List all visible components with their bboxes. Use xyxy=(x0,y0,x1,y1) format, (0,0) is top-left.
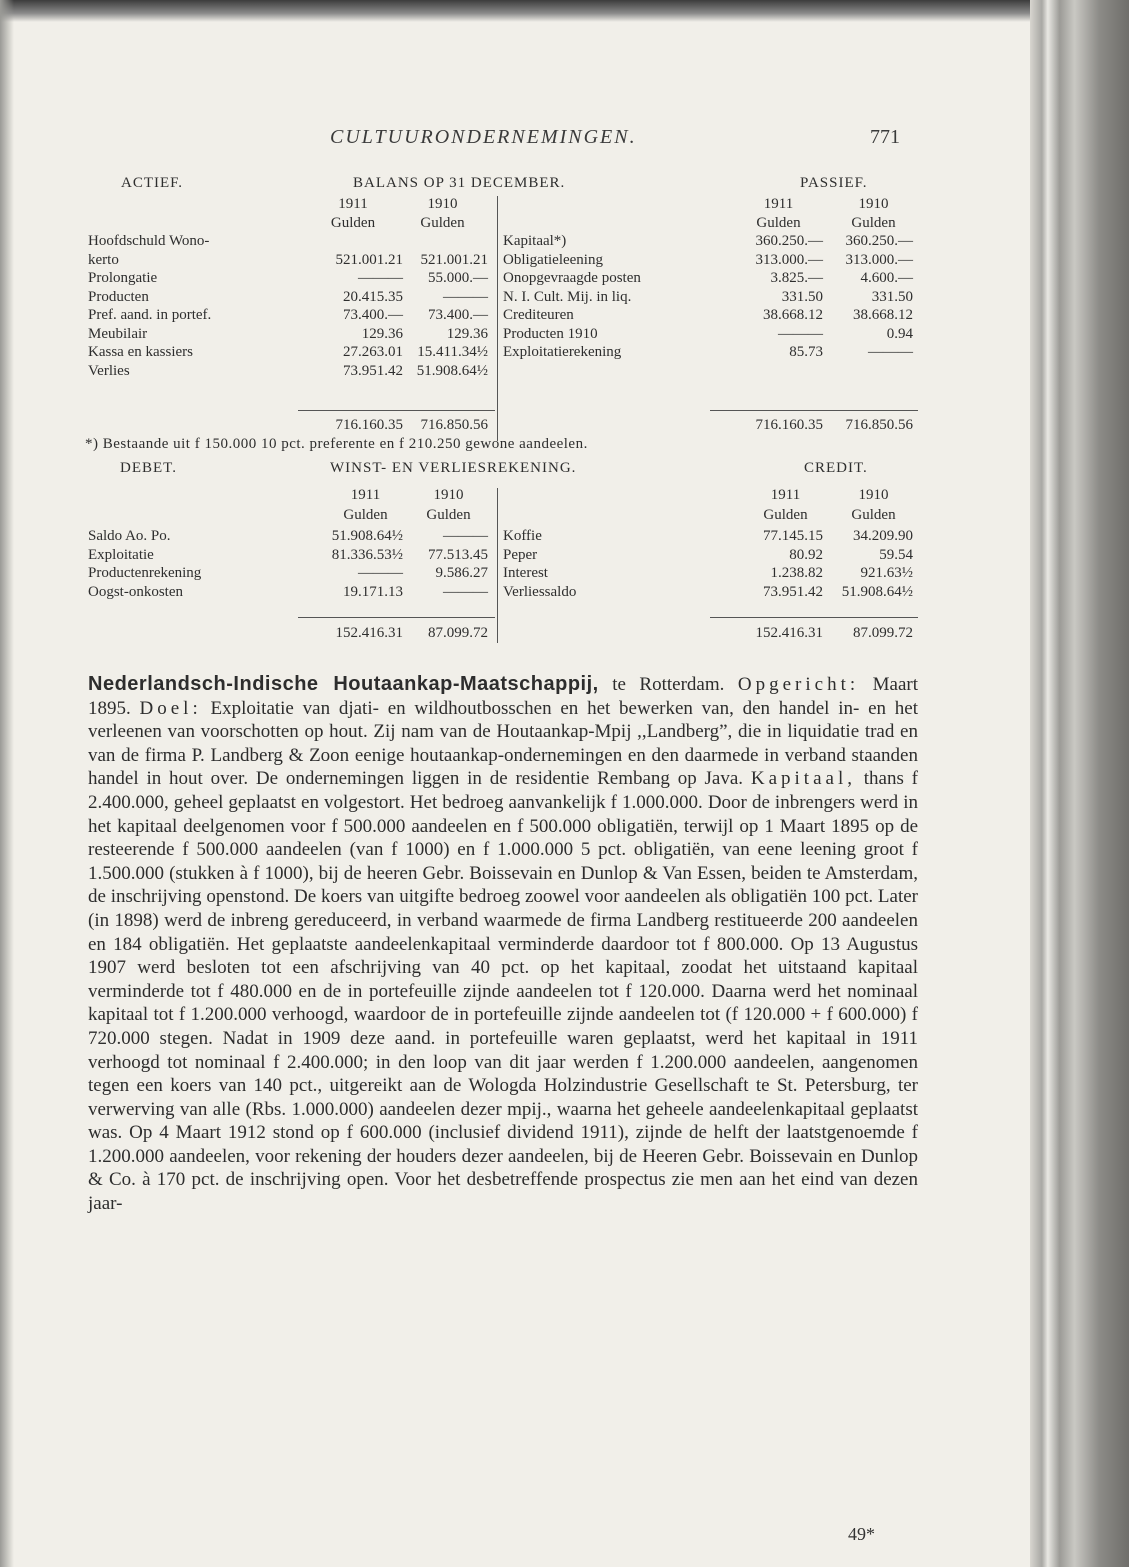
pnl-total-rule-right xyxy=(710,617,918,618)
row-value: 34.209.90 xyxy=(853,528,913,544)
currency-header: Gulden xyxy=(763,507,808,523)
total-value: 87.099.72 xyxy=(428,625,488,641)
row-value: 313.000.— xyxy=(845,251,913,268)
total-value: 152.416.31 xyxy=(335,625,403,641)
year-header: 1910 xyxy=(427,196,458,212)
row-label: Hoofdschuld Wono- xyxy=(88,233,210,249)
row-value: 73.400.— xyxy=(343,307,403,323)
balance-divider xyxy=(497,196,498,441)
pnl-right-label: CREDIT. xyxy=(804,460,868,476)
body-text-4: thans f 2.400.000, geheel geplaatst en volgestort. Het bedroeg aanvankelijk f 1.000.000. Door de inbrengers werd in het kapitaal deelgenomen voor f 500.000 aandeelen en f 500.000 obligatiën, terwijl op 1 Maart 1895 op de resteerende f 500.000 aandeelen (van f 1000) en f 1.000.000 5 pct. obligatiën, van eene leening groot f 1.500.000 (stukken à f 1000), bij de heeren Gebr. Boissevain en Dunlop & Van Essen, beiden te Amsterdam, de inschrijving openstond. De koers van uitgifte bedroeg zoowel voor aandeelen als obligatiën 100 pct. Later (in 1898) werd de inbreng gereduceerd, in verband waarmede de firma Landberg restitueerde 200 aandeelen en 184 obligatiën. Het geplaatste aandeelenkapitaal verminderde daardoor tot f 800.000. Op 13 Augustus 1907 werd besloten tot een afschrijving van 40 pct. op het kapitaal, zoodat het uitstaand kapitaal verminderde tot f 480.000 en de in portefeuille zijnde aandeelen tot f 120.000. Daarna werd het nominaal kapitaal tot f 1.200.000 verhoogd, waardoor de in portefeuille zijnde aandeelen tot (f 120.000 + f 600.000) f 720.000 stegen. Nadat in 1909 deze aand. in portefeuille waren geplaatst, werd het kapitaal in 1911 verhoogd tot nominaal f 2.400.000; in den loop van dit jaar werden f 1.200.000 aandeelen, aangenomen tegen een koers van 140 pct., uitgereikt aan de Wologda Holzindustrie Gesellschaft te St. Petersburg, ter verwerving van alle (Rbs. 1.000.000) aandeelen dezer mpij., waarna het geheele aandeelenkapitaal geplaatst was. Op 4 Maart 1912 stond op f 600.000 (inclusief dividend 1911), zijnde de helft der laatstgenoemde f 1.200.000 aandeelen, voor rekening der houders dezer aandeelen, bij de Heeren Gebr. Boissevain en Dunlop & Co. à 170 pct. de inschrijving open. Voor het desbetreffende prospectus zie men aan het eind van dezen jaar- xyxy=(88,768,919,1215)
balance-rows xyxy=(88,233,918,381)
table-row xyxy=(88,233,918,252)
table-row xyxy=(88,547,918,566)
row-value: 73.400.— xyxy=(428,307,488,323)
row-value: ——— xyxy=(358,270,403,286)
year-header: 1910 xyxy=(433,487,464,503)
total-value: 716.160.35 xyxy=(755,417,823,433)
currency-header: Gulden xyxy=(756,214,801,231)
row-value: 81.336.53½ xyxy=(331,546,403,563)
balance-title: BALANS OP 31 DECEMBER. xyxy=(353,175,566,191)
table-row xyxy=(88,252,918,271)
row-value: 51.908.64½ xyxy=(331,528,403,544)
pnl-title: WINST- EN VERLIESREKENING. xyxy=(330,460,577,476)
row-value: 129.36 xyxy=(446,325,488,342)
row-label: Interest xyxy=(503,565,548,581)
table-row xyxy=(88,584,918,603)
row-label: Producten 1910 xyxy=(503,325,598,342)
page-number: 771 xyxy=(870,126,900,148)
row-label: Productenrekening xyxy=(88,565,202,581)
row-label: Kapitaal*) xyxy=(503,233,567,249)
row-value: 0.94 xyxy=(886,325,913,342)
row-label: Peper xyxy=(503,546,538,563)
balance-total-rule-right xyxy=(710,410,918,411)
balance-total-rule-left xyxy=(298,410,495,411)
book-gutter xyxy=(1030,0,1129,1567)
row-value: 77.513.45 xyxy=(428,546,488,563)
row-value: 15.411.34½ xyxy=(417,344,488,360)
pnl-table xyxy=(88,460,918,602)
total-value: 87.099.72 xyxy=(853,625,913,641)
pnl-rows xyxy=(88,528,918,602)
total-value: 716.850.56 xyxy=(420,417,488,433)
row-label: Verliessaldo xyxy=(503,583,577,600)
balance-right-label: PASSIEF. xyxy=(800,175,868,191)
row-label: Exploitatie xyxy=(88,546,154,563)
row-value: 73.951.42 xyxy=(343,362,403,379)
row-label: Prolongatie xyxy=(88,270,158,286)
row-label: kerto xyxy=(88,251,119,268)
year-header: 1911 xyxy=(350,487,381,503)
row-value: ——— xyxy=(443,528,488,544)
row-label: Crediteuren xyxy=(503,307,574,323)
page-header xyxy=(0,126,1035,158)
row-label: Meubilair xyxy=(88,325,148,342)
row-label: Pref. aand. in portef. xyxy=(88,307,212,323)
row-value: 38.668.12 xyxy=(763,307,823,323)
balance-footnote: *) Bestaande uit f 150.000 10 pct. preferente en f 210.250 gewone aandeelen. xyxy=(85,436,588,452)
table-row xyxy=(88,363,918,382)
row-label: Obligatieleening xyxy=(503,251,603,268)
balance-totals xyxy=(88,417,918,436)
balance-sheet xyxy=(88,175,918,381)
year-header: 1911 xyxy=(338,196,368,212)
row-value: 921.63½ xyxy=(860,565,913,581)
row-value: 4.600.— xyxy=(860,270,913,286)
row-label: Oogst-onkosten xyxy=(88,583,183,600)
currency-header: Gulden xyxy=(330,214,376,231)
body-text-2: Maart 1895. xyxy=(88,674,918,719)
row-value: 19.171.13 xyxy=(343,583,403,600)
table-row xyxy=(88,307,918,326)
pnl-divider xyxy=(497,488,498,643)
row-value: 80.92 xyxy=(789,546,823,563)
row-value: 331.50 xyxy=(781,288,823,305)
doel-label: Doel: xyxy=(139,697,202,719)
row-value: 59.54 xyxy=(879,546,913,563)
pnl-totals xyxy=(88,625,918,644)
table-row xyxy=(88,270,918,289)
row-value: ——— xyxy=(868,344,913,360)
year-header: 1910 xyxy=(858,487,889,503)
body-text-3: Exploitatie van djati- en wildhoutbosschen en het bewerken van, den handel in- en het verleenen van voorschotten op hout. Zij nam van de Houtaankap-Mpij ,,Landberg”, die in liquidatie trad en van de firma P. Landberg & Zoon eenige houtaankap-ondernemingen en den daarmede in verband staanden handel in hout over. De ondernemingen liggen in de residentie Rembang op Java. xyxy=(88,697,918,790)
row-value: ——— xyxy=(443,583,488,600)
table-row xyxy=(88,528,918,547)
currency-header: Gulden xyxy=(426,507,471,523)
row-label: Kassa en kassiers xyxy=(88,344,193,360)
currency-header: Gulden xyxy=(343,507,388,523)
row-value: ——— xyxy=(443,288,488,305)
row-value: 85.73 xyxy=(789,344,823,360)
row-label: Exploitatierekening xyxy=(503,344,622,360)
currency-header: Gulden xyxy=(420,214,465,231)
currency-header: Gulden xyxy=(851,507,896,523)
total-value: 716.160.35 xyxy=(335,417,403,433)
row-value: 331.50 xyxy=(871,288,913,305)
page-top-shadow xyxy=(0,0,1035,22)
row-value: 55.000.— xyxy=(428,270,488,286)
row-value: 38.668.12 xyxy=(853,307,913,323)
pnl-total-rule-left xyxy=(298,617,495,618)
row-value: 73.951.42 xyxy=(763,583,823,600)
row-label: Onopgevraagde posten xyxy=(503,270,641,286)
row-value: ——— xyxy=(778,325,823,342)
table-row xyxy=(88,326,918,345)
currency-header: Gulden xyxy=(851,214,896,231)
row-label: Verlies xyxy=(88,362,130,379)
row-value: 521.001.21 xyxy=(335,251,403,268)
total-value: 716.850.56 xyxy=(845,417,913,433)
row-value: 1.238.82 xyxy=(770,565,823,581)
running-title: CULTUURONDERNEMINGEN. xyxy=(330,126,637,148)
row-value: 77.145.15 xyxy=(763,528,823,544)
row-value: 27.263.01 xyxy=(343,344,403,360)
row-value: 9.586.27 xyxy=(435,565,488,581)
kapitaal-label: Kapitaal, xyxy=(750,768,856,790)
row-value: 521.001.21 xyxy=(420,251,488,268)
page-left-shadow xyxy=(0,0,14,1567)
company-name: Nederlandsch-Indische Houtaankap-Maatschappij, xyxy=(88,673,599,695)
row-value: 3.825.— xyxy=(770,270,823,286)
row-value: 51.908.64½ xyxy=(841,583,913,600)
row-value: 129.36 xyxy=(361,325,403,342)
signature-mark: 49* xyxy=(848,1524,875,1544)
row-label: Koffie xyxy=(503,528,542,544)
row-value: 360.250.— xyxy=(755,233,823,249)
pnl-left-label: DEBET. xyxy=(120,460,177,476)
row-value: 20.415.35 xyxy=(343,288,403,305)
balance-left-label: ACTIEF. xyxy=(121,175,184,191)
table-row xyxy=(88,289,918,308)
row-value: ——— xyxy=(358,565,403,581)
body-text-1: te Rotterdam. xyxy=(598,674,738,695)
row-value: 360.250.— xyxy=(845,233,913,249)
year-header: 1911 xyxy=(770,487,801,503)
row-value: 313.000.— xyxy=(755,251,823,268)
table-row xyxy=(88,344,918,363)
year-header: 1911 xyxy=(763,196,794,212)
table-row xyxy=(88,565,918,584)
row-value: 51.908.64½ xyxy=(416,362,488,379)
company-description xyxy=(88,673,918,1216)
total-value: 152.416.31 xyxy=(755,625,823,641)
row-label: Producten xyxy=(88,288,149,305)
opgericht-label: Opgericht: xyxy=(737,674,860,695)
row-label: N. I. Cult. Mij. in liq. xyxy=(503,288,632,305)
year-header: 1910 xyxy=(858,196,889,212)
row-label: Saldo Ao. Po. xyxy=(88,528,171,544)
